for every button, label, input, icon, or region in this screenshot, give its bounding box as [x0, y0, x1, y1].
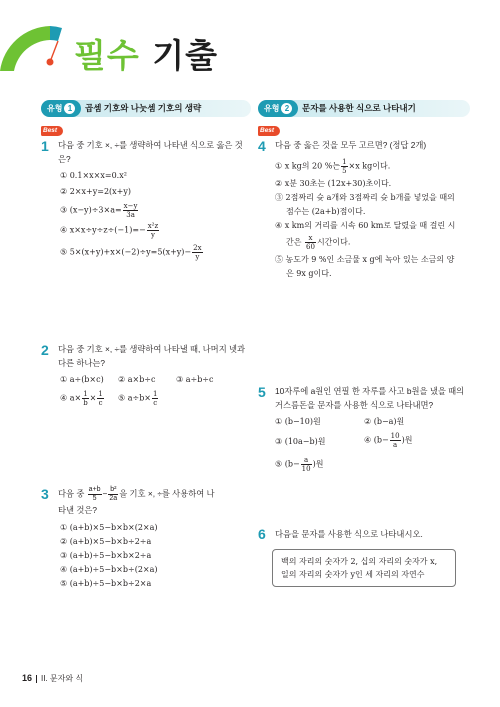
best-badge: Best — [41, 126, 63, 138]
option: ① 0.1×x×x=0.x² — [60, 171, 127, 180]
fraction: $\frac{\text{x²z}}{y}$ — [147, 222, 159, 239]
question-number: 5 — [258, 384, 266, 400]
option: ⑤ 농도가 9 %인 소금물 x g에 녹아 있는 소금의 양 — [275, 255, 455, 264]
option-continued: 점수는 (2a+b)점이다. — [286, 207, 366, 216]
page-title: 필수 기출 — [74, 36, 219, 75]
fraction: $\frac{\text{b²}}{2a}$ — [109, 486, 118, 502]
option-continued: 은 9x g이다. — [286, 269, 332, 278]
option: ⑤ 5×(x+y)+x×(−2)÷y=5(x+y)− $\frac{2x}{y}$ — [60, 244, 202, 261]
question-text: 다음 중 옳은 것을 모두 고르면? (정답 2개) — [275, 140, 427, 150]
option: ② (b−a)원 — [364, 417, 405, 426]
type-2-header — [258, 100, 470, 117]
type-bar — [41, 100, 251, 117]
question-number: 2 — [41, 342, 49, 358]
divider — [36, 675, 37, 683]
option: ② x분 30초는 (12x+30)초이다. — [275, 179, 392, 188]
option: ① x kg의 20 %는 $\frac{1}{5}$ ×x kg이다. — [275, 158, 391, 175]
type-title: 문자를 사용한 식으로 나타내기 — [302, 103, 416, 113]
question-text: 다음 중 $\frac{a+b}{5}$ − $\frac{\text{b²}}{2a}$ 을 기호 ×, ÷를 사용하여 나 타낸 것은? — [58, 486, 215, 515]
question-number: 6 — [258, 526, 266, 542]
option: ② 2×x+y=2(x+y) — [60, 187, 132, 196]
option: ④ (a+b)÷5−b×b÷(2×a) — [60, 565, 158, 574]
option: ③ a÷b÷c — [176, 375, 214, 384]
option-continued: 간은 $\frac{x}{60}$ 시간이다. — [286, 234, 351, 251]
header-decoration-icon — [0, 16, 70, 86]
question-number: 1 — [41, 138, 49, 154]
option: ③ (a+b)÷5−b×b×2÷a — [60, 551, 152, 560]
option: ⑤ a÷b× $\frac{1}{c}$ — [118, 390, 158, 407]
option: ① a÷(b×c) — [60, 375, 104, 384]
type-tag: 유형 2 — [258, 100, 298, 117]
option: ⑤ (a+b)÷5−b×b÷2×a — [60, 579, 152, 588]
option: ④ a× $\frac{1}{b}$ × $\frac{1}{c}$ — [60, 390, 103, 407]
condition-line: 백의 자리의 숫자가 2, 십의 자리의 숫자가 x, — [281, 557, 438, 566]
type-bar — [258, 100, 470, 117]
section-name: II. 문자와 식 — [41, 674, 84, 683]
option: ④ x km의 거리를 시속 60 km로 달렸을 때 걸린 시 — [275, 221, 456, 230]
fraction: $\frac{x-y}{3a}$ — [123, 202, 138, 219]
type-tag: 유형 1 — [41, 100, 81, 117]
type-1-header — [41, 100, 251, 117]
fraction: $\frac{2x}{y}$ — [193, 244, 202, 261]
page-number: 16 — [22, 673, 33, 683]
option: ② a×b÷c — [118, 375, 156, 384]
option: ① (b−10)원 — [275, 417, 321, 426]
type-title: 곱셈 기호와 나눗셈 기호의 생략 — [85, 103, 202, 113]
question-number: 3 — [41, 486, 49, 502]
option: ③ 2점짜리 슛 a개와 3점짜리 슛 b개를 넣었을 때의 — [275, 193, 455, 202]
question-text: 다음 중 기호 ×, ÷를 생략하여 나타낼 때, 나머지 넷과 다른 하나는? — [58, 344, 246, 368]
page-header — [0, 0, 500, 80]
option: ④ (b− $\frac{10}{a}$ )원 — [364, 432, 413, 449]
option: ② (a+b)×5−b×b÷2÷a — [60, 537, 152, 546]
condition-box — [272, 549, 456, 587]
condition-line: 일의 자리의 숫자가 y인 세 자리의 자연수 — [281, 570, 425, 579]
question-text: 다음 중 기호 ×, ÷를 생략하여 나타낸 식으로 옳은 것은? — [58, 140, 243, 164]
option: ③ (x−y)÷3×a= $\frac{x-y}{3a}$ — [60, 202, 138, 219]
page-footer — [22, 673, 83, 684]
option: ① (a+b)×5−b×b×(2×a) — [60, 523, 158, 532]
option: ④ x×x÷y÷z÷(−1)=− $\frac{\text{x²z}}{y}$ — [60, 222, 159, 239]
option: ③ (10a−b)원 — [275, 437, 326, 446]
question-number: 4 — [258, 138, 266, 154]
question-text: 10자루에 a원인 연필 한 자루를 사고 b원을 냈을 때의 거스름돈을 문자를 사용한 식으로 나타내면? — [275, 386, 465, 410]
fraction: $\frac{a+b}{5}$ — [88, 486, 101, 502]
question-text: 다음을 문자를 사용한 식으로 나타내시오. — [275, 529, 423, 539]
best-badge: Best — [258, 126, 280, 138]
option: ⑤ (b− $\frac{a}{10}$ )원 — [275, 456, 324, 473]
